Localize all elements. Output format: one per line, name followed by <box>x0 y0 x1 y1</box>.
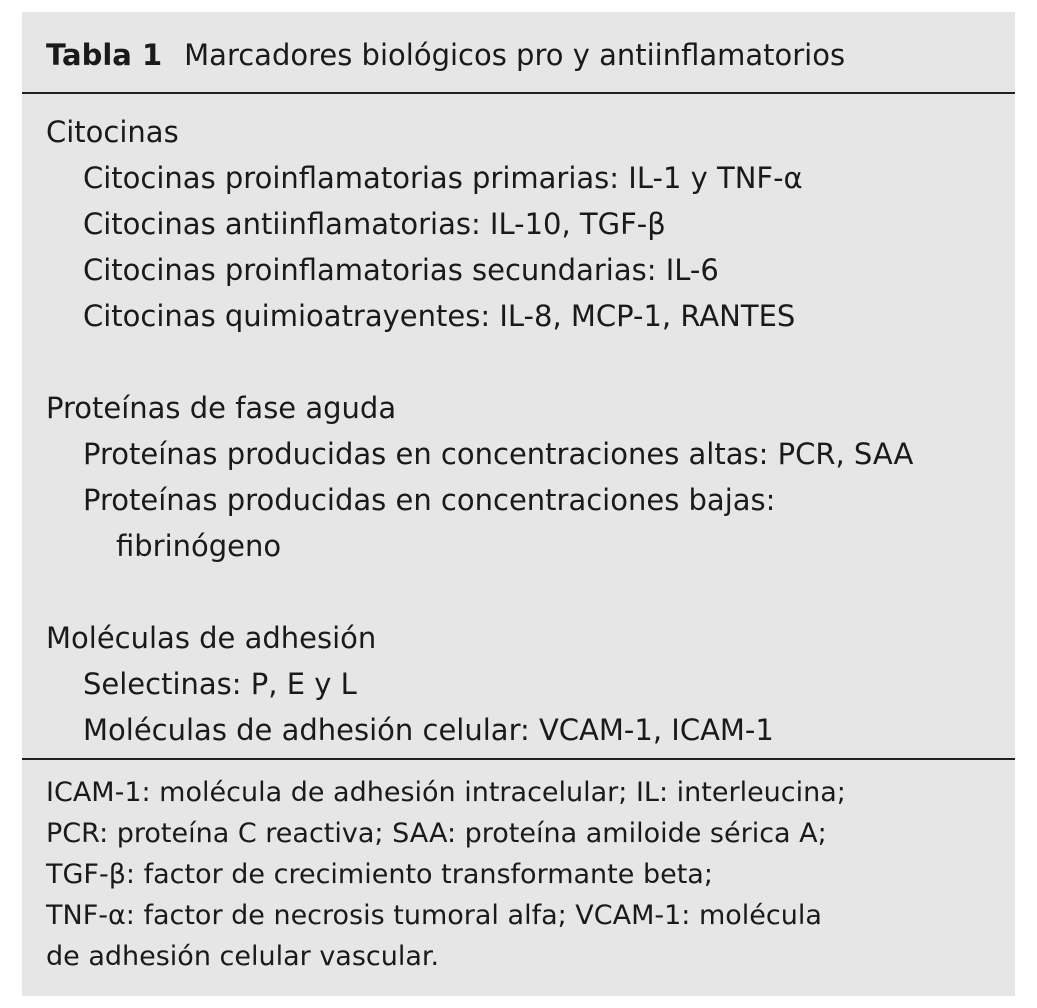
table-caption <box>46 38 845 72</box>
list-item: Proteínas producidas en concentraciones bajas: <box>83 483 776 517</box>
table-label: Tabla 1 <box>46 38 163 72</box>
list-item-continuation: fibrinógeno <box>116 529 282 563</box>
section-heading-proteinas: Proteínas de fase aguda <box>46 391 397 425</box>
list-item: Citocinas antiinflamatorias: IL-10, TGF-β <box>83 207 666 241</box>
list-item: Selectinas: P, E y L <box>83 667 357 701</box>
section-heading-citocinas: Citocinas <box>46 115 179 149</box>
list-item: Citocinas proinflamatorias primarias: IL-1 y TNF-α <box>83 161 803 195</box>
list-item: Moléculas de adhesión celular: VCAM-1, ICAM-1 <box>83 713 774 747</box>
section-heading-moleculas: Moléculas de adhesión <box>46 621 377 655</box>
header-rule <box>22 92 1015 94</box>
footnote-line: PCR: proteína C reactiva; SAA: proteína amiloide sérica A; <box>46 818 827 849</box>
list-item: Citocinas proinflamatorias secundarias: IL-6 <box>83 253 719 287</box>
list-item: Citocinas quimioatrayentes: IL-8, MCP-1, RANTES <box>83 299 796 333</box>
footnote-line: de adhesión celular vascular. <box>46 941 440 972</box>
list-item: Proteínas producidas en concentraciones altas: PCR, SAA <box>83 437 914 471</box>
footnote-line: ICAM-1: molécula de adhesión intracelular; IL: interleucina; <box>46 777 846 808</box>
footnote-line: TGF-β: factor de crecimiento transformante beta; <box>46 859 713 890</box>
footnote-line: TNF-α: factor de necrosis tumoral alfa; VCAM-1: molécula <box>46 900 822 931</box>
footnote-rule <box>22 758 1015 760</box>
table-title: Marcadores biológicos pro y antiinflamatorios <box>184 38 846 72</box>
table-card <box>22 12 1015 996</box>
